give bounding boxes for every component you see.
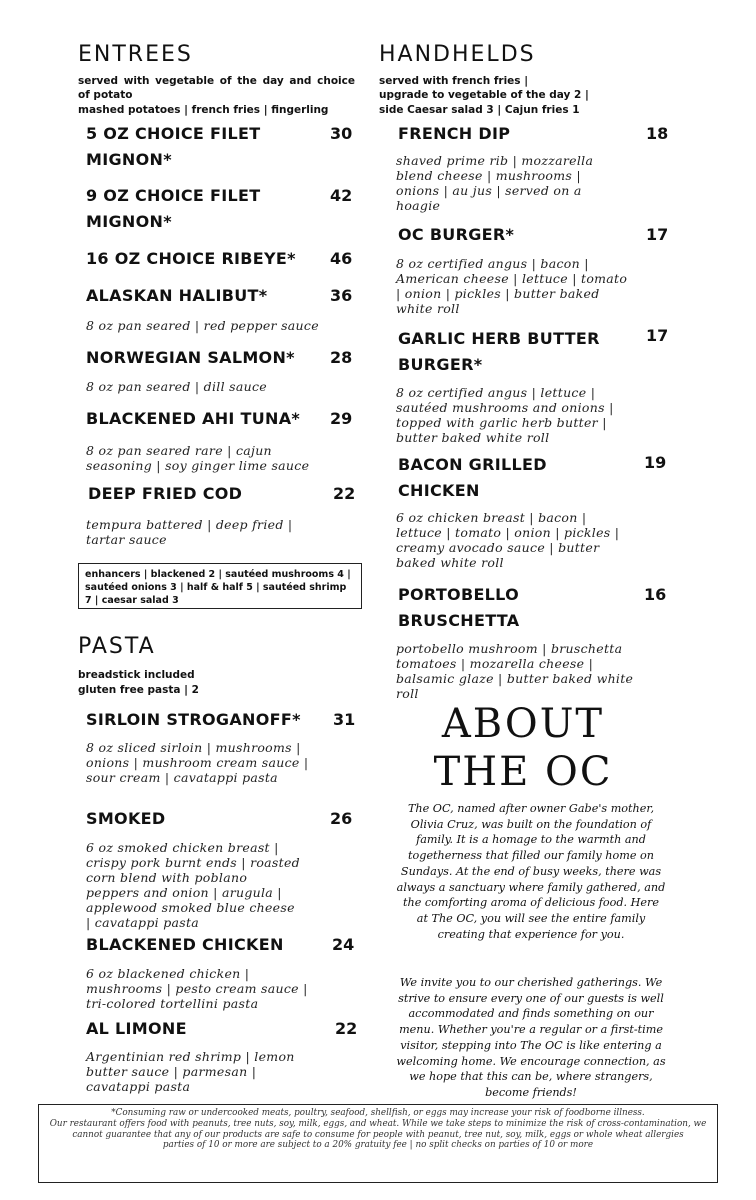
menu-item-description: 8 oz sliced sirloin | mushrooms | onions | mushroom cream sauce | sour cream | cavatappi pasta bbox=[86, 740, 309, 785]
handhelds-subtitle: served with french fries | bbox=[379, 75, 529, 87]
menu-item-name: SMOKED bbox=[86, 809, 166, 828]
menu-item-name: ALASKAN HALIBUT* bbox=[86, 286, 268, 305]
menu-item-name: 9 OZ CHOICE FILET MIGNON* bbox=[86, 186, 261, 231]
menu-item-name: 5 OZ CHOICE FILET MIGNON* bbox=[86, 124, 261, 169]
menu-item-price: 26 bbox=[330, 809, 353, 828]
menu-item-name: 16 OZ CHOICE RIBEYE* bbox=[86, 249, 296, 268]
about-title-line2: THE OC bbox=[433, 749, 613, 795]
menu-item-price: 22 bbox=[335, 1019, 358, 1038]
pasta-subtitle: breadstick included bbox=[78, 669, 195, 681]
pasta-gluten-free: gluten free pasta | 2 bbox=[78, 684, 199, 696]
menu-item-description: 8 oz certified angus | bacon | American cheese | lettuce | tomato | onion | pickles | butter baked white roll bbox=[396, 256, 628, 316]
menu-item-name: OC BURGER* bbox=[398, 225, 515, 244]
menu-item-name: AL LIMONE bbox=[86, 1019, 187, 1038]
menu-item-price: 46 bbox=[330, 249, 353, 268]
menu-item-description: shaved prime rib | mozzarella blend cheese | mushrooms | onions | au jus | served on a hoagie bbox=[396, 153, 594, 213]
menu-item-price: 30 bbox=[330, 124, 353, 143]
menu-item-price: 22 bbox=[333, 484, 356, 503]
about-title bbox=[378, 700, 668, 796]
about-title-line1: ABOUT bbox=[441, 701, 605, 747]
menu-item-description: tempura battered | deep fried | tartar sauce bbox=[86, 517, 293, 547]
menu-item-description: Argentinian red shrimp | lemon butter sauce | parmesan | cavatappi pasta bbox=[86, 1049, 295, 1094]
menu-item-name: SIRLOIN STROGANOFF* bbox=[86, 710, 301, 729]
about-paragraph: We invite you to our cherished gatherings. We strive to ensure every one of our guests is well accommodated and finds something on our menu. Whether you're a regular or a first-time visitor, stepping into The OC is like entering a welcoming home. We encourage connection, as we hope that this can be, where strangers, become friends! bbox=[396, 976, 666, 1099]
menu-item-name: NORWEGIAN SALMON* bbox=[86, 348, 295, 367]
menu-item-price: 18 bbox=[646, 124, 669, 143]
menu-item-description: 6 oz chicken breast | bacon | lettuce | tomato | onion | pickles | creamy avocado sauce | butter baked white roll bbox=[396, 510, 620, 570]
menu-item-price: 19 bbox=[644, 453, 667, 472]
menu-item-name: PORTOBELLO BRUSCHETTA bbox=[398, 585, 520, 630]
menu-item-price: 42 bbox=[330, 186, 353, 205]
handhelds-title: HANDHELDS bbox=[379, 42, 536, 67]
menu-item-price: 24 bbox=[332, 935, 355, 954]
menu-item-name: FRENCH DIP bbox=[398, 124, 511, 143]
menu-item-name: BLACKENED CHICKEN bbox=[86, 935, 284, 954]
menu-item-price: 36 bbox=[330, 286, 353, 305]
pasta-title: PASTA bbox=[78, 634, 156, 659]
handhelds-upgrade: upgrade to vegetable of the day 2 | bbox=[379, 89, 589, 101]
menu-item-price: 17 bbox=[646, 225, 669, 244]
menu-item-price: 31 bbox=[333, 710, 356, 729]
entrees-potato-options: mashed potatoes | french fries | fingerling bbox=[78, 104, 329, 116]
menu-item-name: BACON GRILLED CHICKEN bbox=[398, 455, 547, 500]
footer-disclaimer bbox=[38, 1104, 718, 1183]
footer-gratuity-note: parties of 10 or more are subject to a 20% gratuity fee | no split checks on parties of 10 or more bbox=[162, 1140, 594, 1151]
menu-item-description: 8 oz pan seared | dill sauce bbox=[86, 379, 267, 394]
menu-item-name: DEEP FRIED COD bbox=[88, 484, 243, 503]
menu-item-price: 29 bbox=[330, 409, 353, 428]
menu-item-price: 17 bbox=[646, 326, 669, 345]
handhelds-sides: side Caesar salad 3 | Cajun fries 1 bbox=[379, 104, 580, 116]
about-paragraph: The OC, named after owner Gabe's mother, Olivia Cruz, was built on the foundation of family. It is a homage to the warmth and togetherness that filled our family home on Sundays. At the end of busy weeks, there was always a sanctuary where family gathered, and the comforting aroma of delicious food. Here at The OC, you will see the entire family creating that experience for you. bbox=[396, 802, 666, 941]
menu-item-description: 8 oz pan seared rare | cajun seasoning | soy ginger lime sauce bbox=[86, 443, 310, 473]
menu-item-description: 6 oz blackened chicken | mushrooms | pesto cream sauce | tri-colored tortellini pasta bbox=[86, 966, 308, 1011]
menu-item-price: 28 bbox=[330, 348, 353, 367]
menu-item-description: 8 oz certified angus | lettuce | sautéed mushrooms and onions | topped with garlic herb butter | butter baked white roll bbox=[396, 385, 614, 445]
footer-allergen-warning: Our restaurant offers food with peanuts, tree nuts, soy, milk, eggs, and wheat. While we take steps to minimize the risk of cross-contamination, we cannot guarantee that any of our products are safe to consume for people with peanut, tree nut, soy, milk, eggs or whole wheat allergies bbox=[49, 1118, 707, 1140]
menu-item-description: 6 oz smoked chicken breast | crispy pork burnt ends | roasted corn blend with poblano peppers and onion | arugula | applewood smoked blue cheese | cavatappi pasta bbox=[86, 840, 300, 930]
enhancers-box: enhancers | blackened 2 | sautéed mushrooms 4 | sautéed onions 3 | half & half 5 | sautéed shrimp 7 | caesar salad 3 bbox=[78, 563, 362, 609]
menu-item-name: GARLIC HERB BUTTER BURGER* bbox=[398, 329, 600, 374]
entrees-subtitle: served with vegetable of the day and choice of potato bbox=[78, 75, 355, 101]
entrees-title: ENTREES bbox=[78, 42, 193, 67]
menu-item-price: 16 bbox=[644, 585, 667, 604]
footer-raw-food-warning: *Consuming raw or undercooked meats, poultry, seafood, shellfish, or eggs may increase your risk of foodborne illness. bbox=[111, 1108, 645, 1118]
menu-item-name: BLACKENED AHI TUNA* bbox=[86, 409, 301, 428]
menu-item-description: 8 oz pan seared | red pepper sauce bbox=[86, 318, 319, 333]
menu-item-description: portobello mushroom | bruschetta tomatoes | mozarella cheese | balsamic glaze | butter baked white roll bbox=[396, 641, 634, 701]
